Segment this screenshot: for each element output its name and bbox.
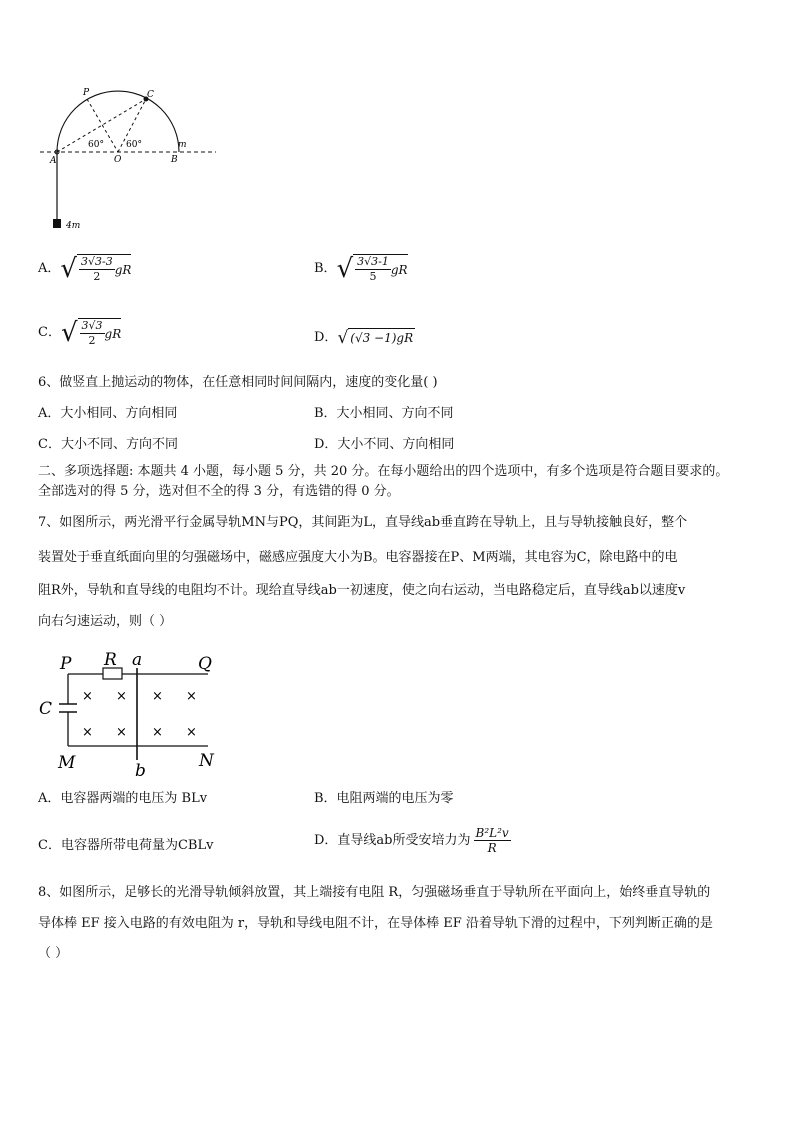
q7-option-c: C．电容器所带电荷量为CBLv <box>38 838 214 853</box>
q7-line-3: 阻R外，导轨和直导线的电阻均不计。现给直导线ab一初速度，使之向右运动，当电路稳定后，直导线ab以速度v <box>38 583 686 598</box>
label-M: M <box>58 753 76 773</box>
q7-line-1: 7、如图所示，两光滑平行金属导轨MN与PQ，其间距为L，直导线ab垂直跨在导轨上，且与导轨接触良好，整个 <box>38 515 688 530</box>
label-m: m <box>178 140 187 150</box>
q8-line-1: 8、如图所示，足够长的光滑导轨倾斜放置，其上端接有电阻 R，匀强磁场垂直于导轨所在平面向上，始终垂直导轨的 <box>38 885 711 900</box>
q6-option-b: B．大小相同、方向不同 <box>314 406 454 421</box>
q5-option-c: C． √ $\frac{3√3}{2}$ gR <box>38 318 122 348</box>
label-a: a <box>132 650 143 670</box>
q5-option-a: A． √ $\frac{3√3-3}{2}$ gR <box>38 254 132 284</box>
label-P: P <box>60 654 72 674</box>
option-d-text: D．直导线ab所受安培力为 <box>314 832 471 848</box>
section-2-line-2: 全部选对的得 5 分，选对但不全的得 3 分，有选错的得 0 分。 <box>38 484 400 499</box>
q7-option-d <box>314 826 511 855</box>
q6-option-a: A．大小相同、方向相同 <box>38 406 178 421</box>
q7-option-a: A．电容器两端的电压为 BLv <box>38 791 208 806</box>
label-P: P <box>83 88 90 98</box>
option-letter: B． <box>314 261 337 276</box>
semicircle-figure <box>36 85 226 235</box>
label-N: N <box>199 751 214 771</box>
label-A: A <box>50 156 57 166</box>
option-letter: A． <box>38 261 61 276</box>
angle-left-label: 60° <box>88 140 104 150</box>
field-cross: × <box>186 689 197 704</box>
field-cross: × <box>82 725 93 740</box>
section-2-line-1: 二、多项选择题: 本题共 4 小题，每小题 5 分，共 20 分。在每小题给出的四个选项中，有多个选项是符合题目要求的。 <box>38 464 729 479</box>
label-B: B <box>171 155 178 165</box>
sqrt-icon: √ <box>60 318 78 348</box>
angle-right-label: 60° <box>126 140 142 150</box>
sqrt-icon: √ <box>336 254 354 284</box>
q7-line-4: 向右匀速运动，则（ ） <box>38 614 173 629</box>
sqrt-icon: √ <box>60 254 77 284</box>
q7-option-b: B．电阻两端的电压为零 <box>314 791 454 806</box>
label-4m: 4m <box>66 221 81 231</box>
q6-option-c: C．大小不同、方向不同 <box>38 437 178 452</box>
field-cross: × <box>116 725 127 740</box>
field-cross: × <box>186 725 197 740</box>
label-C: C <box>147 90 154 100</box>
field-cross: × <box>152 725 163 740</box>
q6-stem: 6、做竖直上抛运动的物体，在任意相同时间间隔内，速度的变化量( ) <box>38 375 438 390</box>
q8-line-3: （ ） <box>38 946 69 961</box>
label-O: O <box>114 155 122 165</box>
q5-option-b: B． √ $\frac{3√3-1}{5}$ gR <box>314 254 408 284</box>
option-letter: D． <box>314 329 338 345</box>
sqrt-icon: √ <box>337 327 349 348</box>
rail-circuit-figure <box>36 648 226 780</box>
field-cross: × <box>116 689 127 704</box>
q7-line-2: 装置处于垂直纸面向里的匀强磁场中，磁感应强度大小为B。电容器接在P、M两端，其电容为C，除电路中的电 <box>38 550 678 565</box>
q5-option-d: D． √ (√3 −1)gR <box>314 327 414 348</box>
label-Q: Q <box>198 654 212 674</box>
field-cross: × <box>152 689 163 704</box>
q6-option-d: D．大小不同、方向相同 <box>314 437 455 452</box>
option-letter: C． <box>38 325 61 340</box>
field-cross: × <box>82 689 93 704</box>
label-C: C <box>39 699 53 719</box>
label-R: R <box>104 650 117 670</box>
force-fraction: $\frac{\text{B²L²v}}{R}$ <box>475 826 509 855</box>
q8-line-2: 导体棒 EF 接入电路的有效电阻为 r，导轨和导线电阻不计，在导体棒 EF 沿着导轨下滑的过程中，下列判断正确的是 <box>38 916 713 931</box>
label-b: b <box>135 761 146 780</box>
